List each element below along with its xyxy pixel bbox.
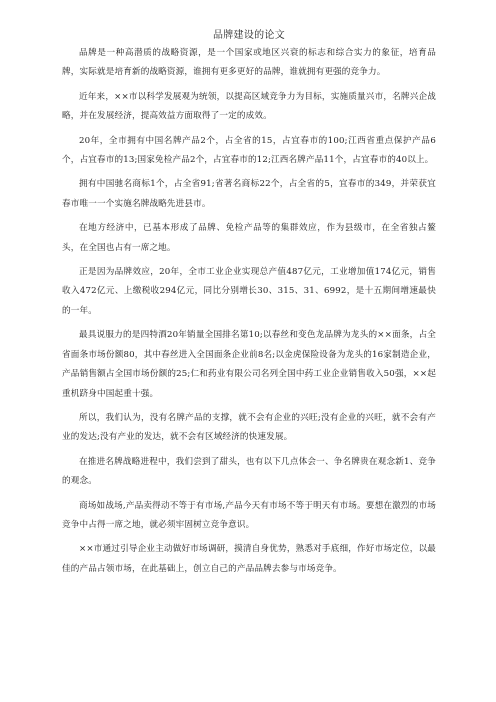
- paragraph-7: 最具说服力的是四特酒20年销量全国排名第10;以春丝和变色龙品牌为龙头的××面条，占全省面条市场份额80，其中春丝进入全国面条企业前8名;以金虎保险设备为龙头的16家制造企业，产品销售额占全国市场份额的25;仁和药业有限公司名列全国中药工业企业销售收入50强，××起重机跻身中国起重十强。: [62, 330, 436, 399]
- paragraph-3: 20年，全市拥有中国名牌产品2个，占全省的15，占宜春市的100;江西省重点保护产品6个，占宜春市的13;国家免检产品2个，占宜春市的12;江西名牌产品11个，占宜春市的40以上。: [62, 135, 436, 166]
- paragraph-5: 在地方经济中，已基本形成了品牌、免检产品等的集群效应，作为县级市，在全省独占鳌头，在全国也占有一席之地。: [62, 223, 436, 253]
- paragraph-8: 所以，我们认为，没有名牌产品的支撑，就不会有企业的兴旺;没有企业的兴旺，就不会有产业的发达;没有产业的发达，就不会有区域经济的快速发展。: [62, 412, 436, 443]
- paragraph-2: 近年来，××市以科学发展观为统领，以提高区域竞争力为目标，实施质量兴市，名牌兴企战略，并在发展经济，提高效益方面取得了一定的成效。: [62, 91, 436, 122]
- paragraph-6: 正是因为品牌效应，20年，全市工业企业实现总产值487亿元，工业增加值174亿元，销售收入472亿元、上缴税收294亿元，同比分别增长30、315、31、6992，是十五期间增速最快的一年。: [62, 267, 436, 316]
- paragraph-4: 拥有中国驰名商标1个，占全省91;省著名商标22个，占全省的5，宜春市的349，并荣获宜春市唯一一个实施名牌战略先进县市。: [62, 179, 436, 209]
- paragraph-10: 商场如战场,产品卖得动不等于有市场,产品今天有市场不等于明天有市场。要想在激烈的市场竞争中占得一席之地，就必须牢固树立竞争意识。: [62, 500, 436, 530]
- document-title: 品牌建设的论文: [212, 30, 286, 41]
- paragraph-9: 在推进名牌战略进程中，我们尝到了甜头，也有以下几点体会一、争名牌贵在观念新1、竞争的观念。: [62, 456, 436, 487]
- paragraph-1: 品牌是一种高潜质的战略资源，是一个国家或地区兴衰的标志和综合实力的象征，培育品牌，实际就是培育新的战略资源，谁拥有更多更好的品牌，谁就拥有更强的竞争力。: [62, 48, 436, 78]
- paragraph-11: ××市通过引导企业主动做好市场调研，摸清自身优势，熟悉对手底细，作好市场定位，以最佳的产品占领市场，在此基础上，创立自己的产品品牌去参与市场竞争。: [62, 544, 436, 574]
